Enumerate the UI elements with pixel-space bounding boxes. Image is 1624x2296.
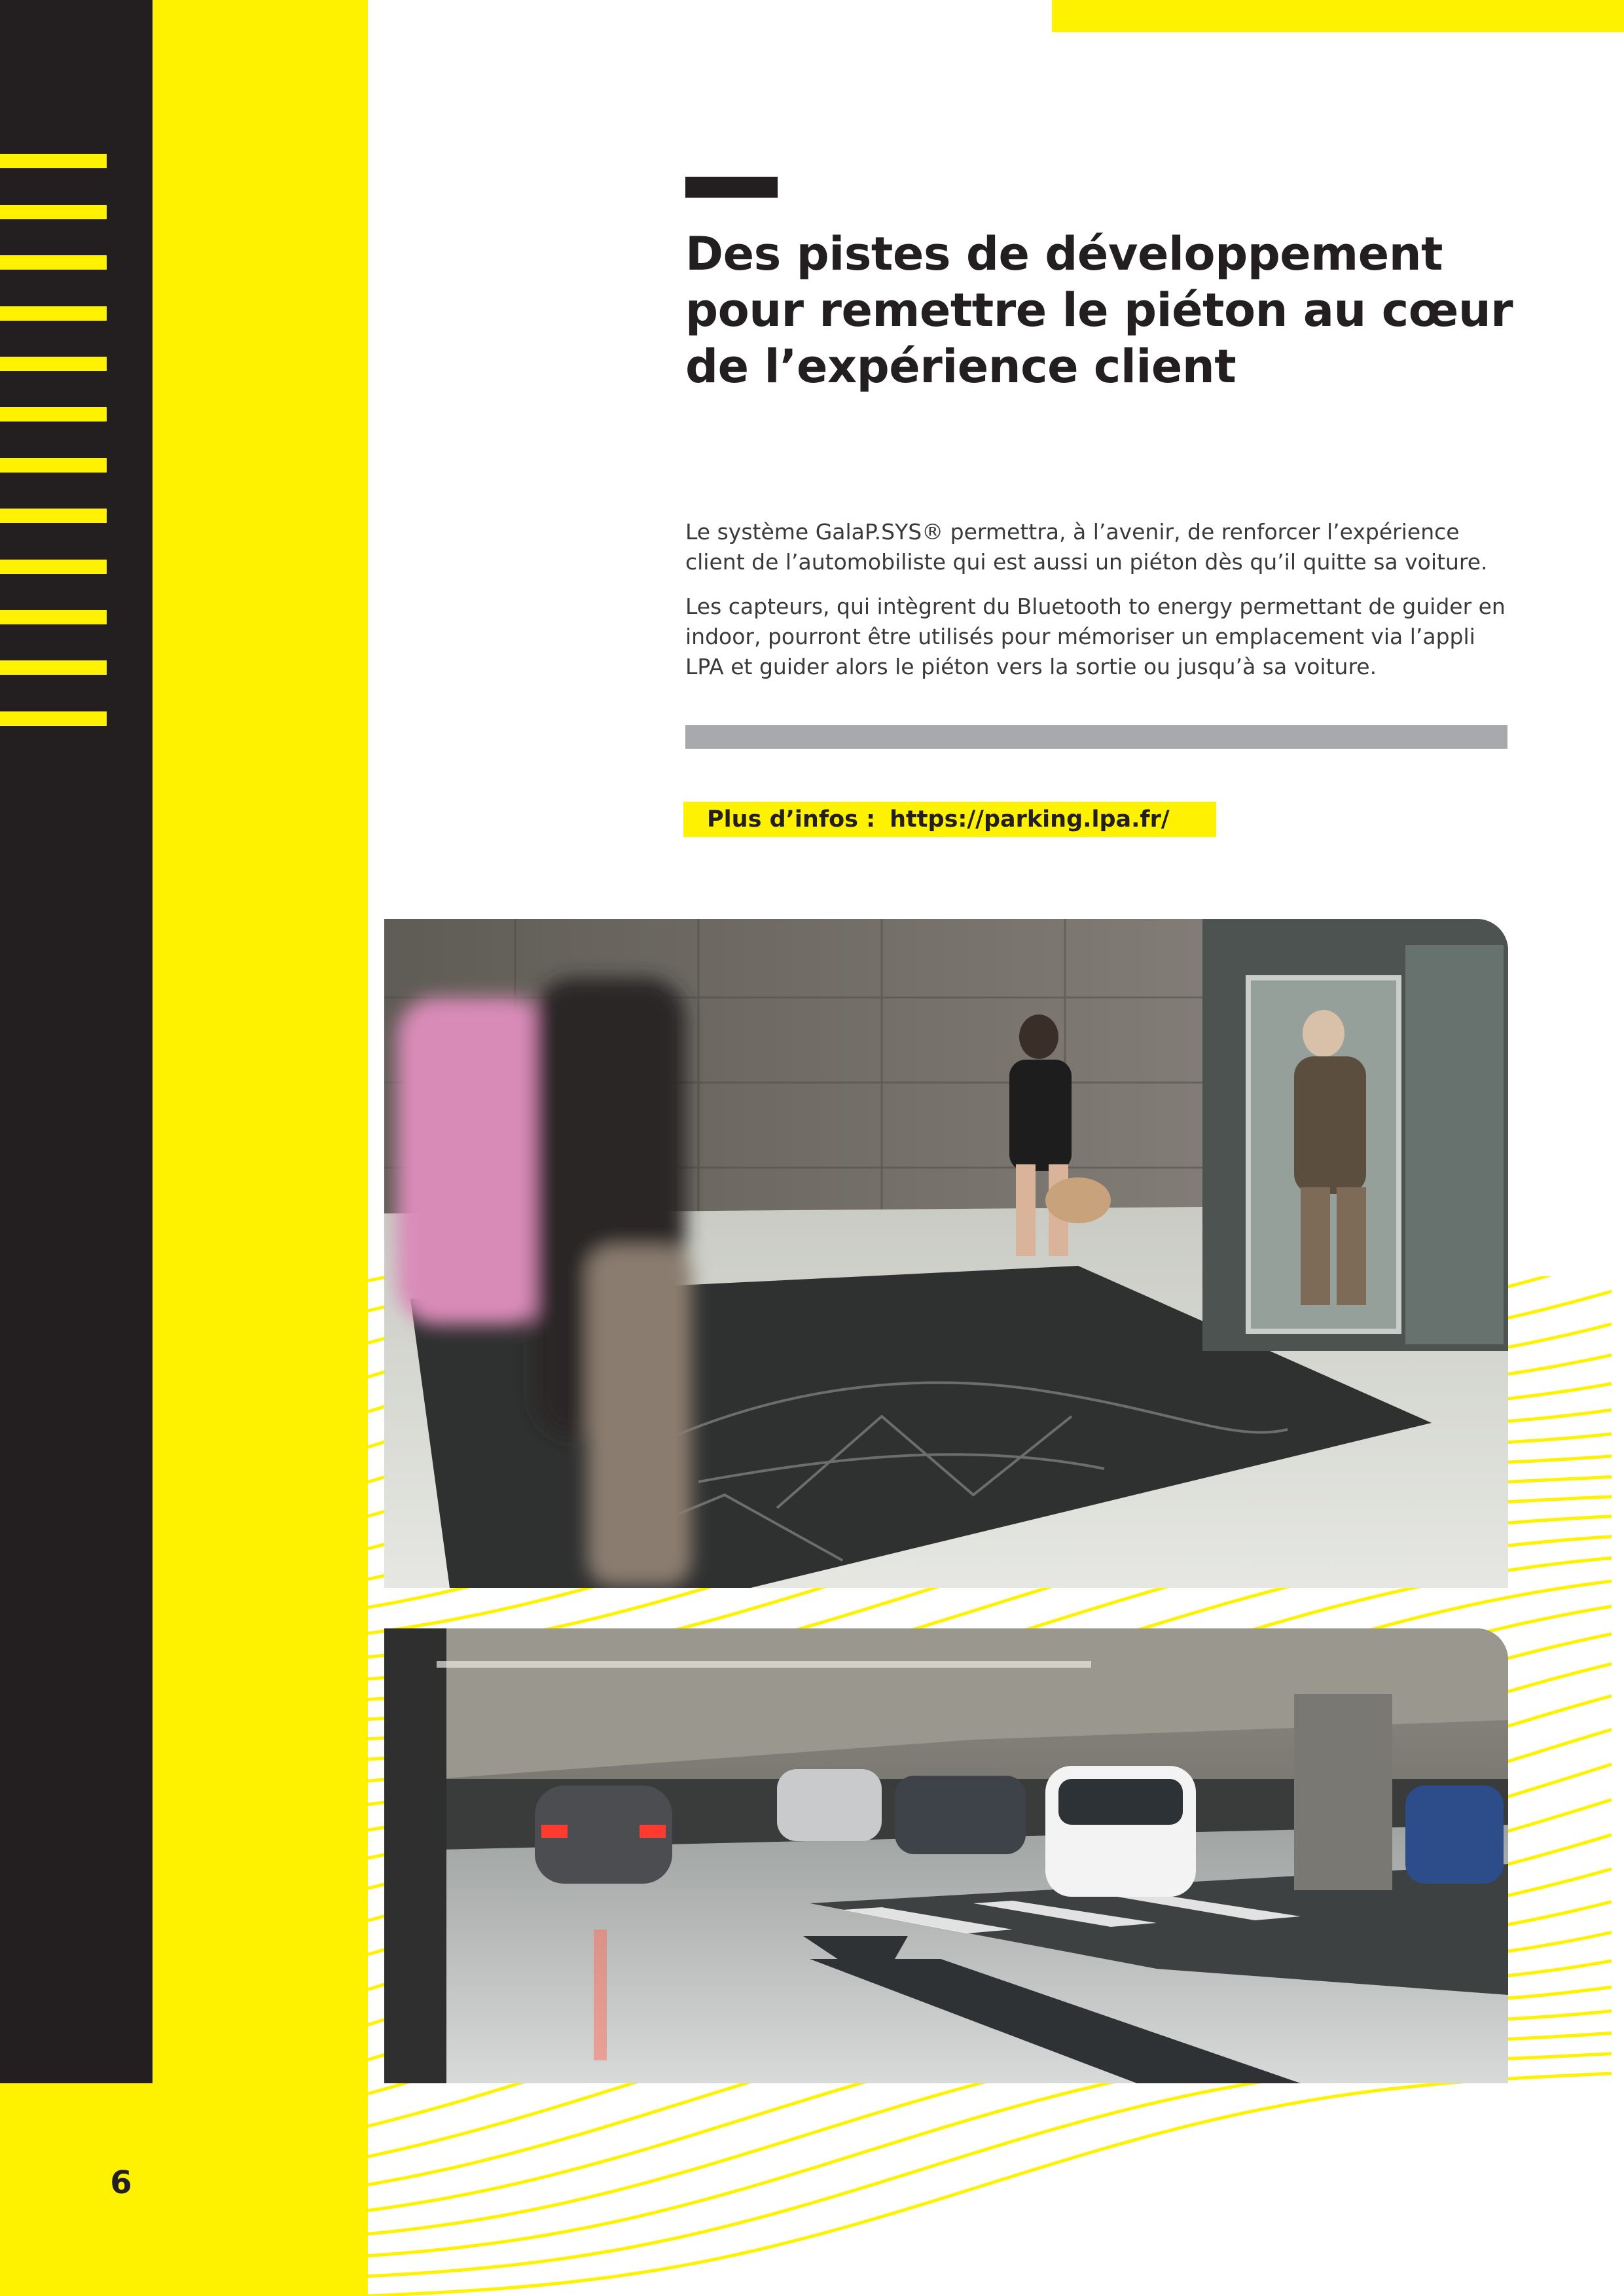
paragraph: Le système GalaP.SYS® permettra, à l’avenir, de renforcer l’expérience client de l’automobiliste qui est aussi un piéton dès qu’il quitte sa voiture. [685,519,1488,575]
body-text [685,517,1510,696]
title-line: de l’expérience client [685,340,1236,393]
page-title [685,226,1536,395]
decorative-stripe [0,357,107,371]
decorative-stripe [0,610,107,624]
page-number: 6 [110,2164,132,2201]
decorative-stripe [0,560,107,574]
info-box [683,802,1216,837]
left-dark-band [0,0,153,2083]
decorative-stripe [0,154,107,168]
photo-parking-garage [384,1628,1508,2083]
decorative-stripe [0,711,107,726]
decorative-stripe [0,306,107,321]
top-yellow-bar [1052,0,1624,32]
title-line: Des pistes de développement [685,227,1443,281]
decorative-stripe [0,660,107,675]
title-line: pour remettre le piéton au cœur [685,283,1513,337]
divider [685,725,1507,749]
decorative-stripe [0,407,107,422]
info-link[interactable]: https://parking.lpa.fr/ [890,806,1170,833]
decorative-stripe [0,509,107,523]
wave-line [368,2054,1612,2276]
decorative-stripe [0,458,107,473]
info-label: Plus d’infos : [707,806,876,833]
decorative-stripe [0,205,107,219]
paragraph: Les capteurs, qui intègrent du Bluetooth to energy permettant de guider en indoor, pourront être utilisés pour mémoriser un emplacement via l’appli LPA et guider alors le piéton vers la sortie ou jusqu’à sa voiture. [685,594,1506,679]
decorative-stripe [0,255,107,270]
photo-pedestrians-lobby [384,919,1508,1588]
title-dash [685,177,778,198]
